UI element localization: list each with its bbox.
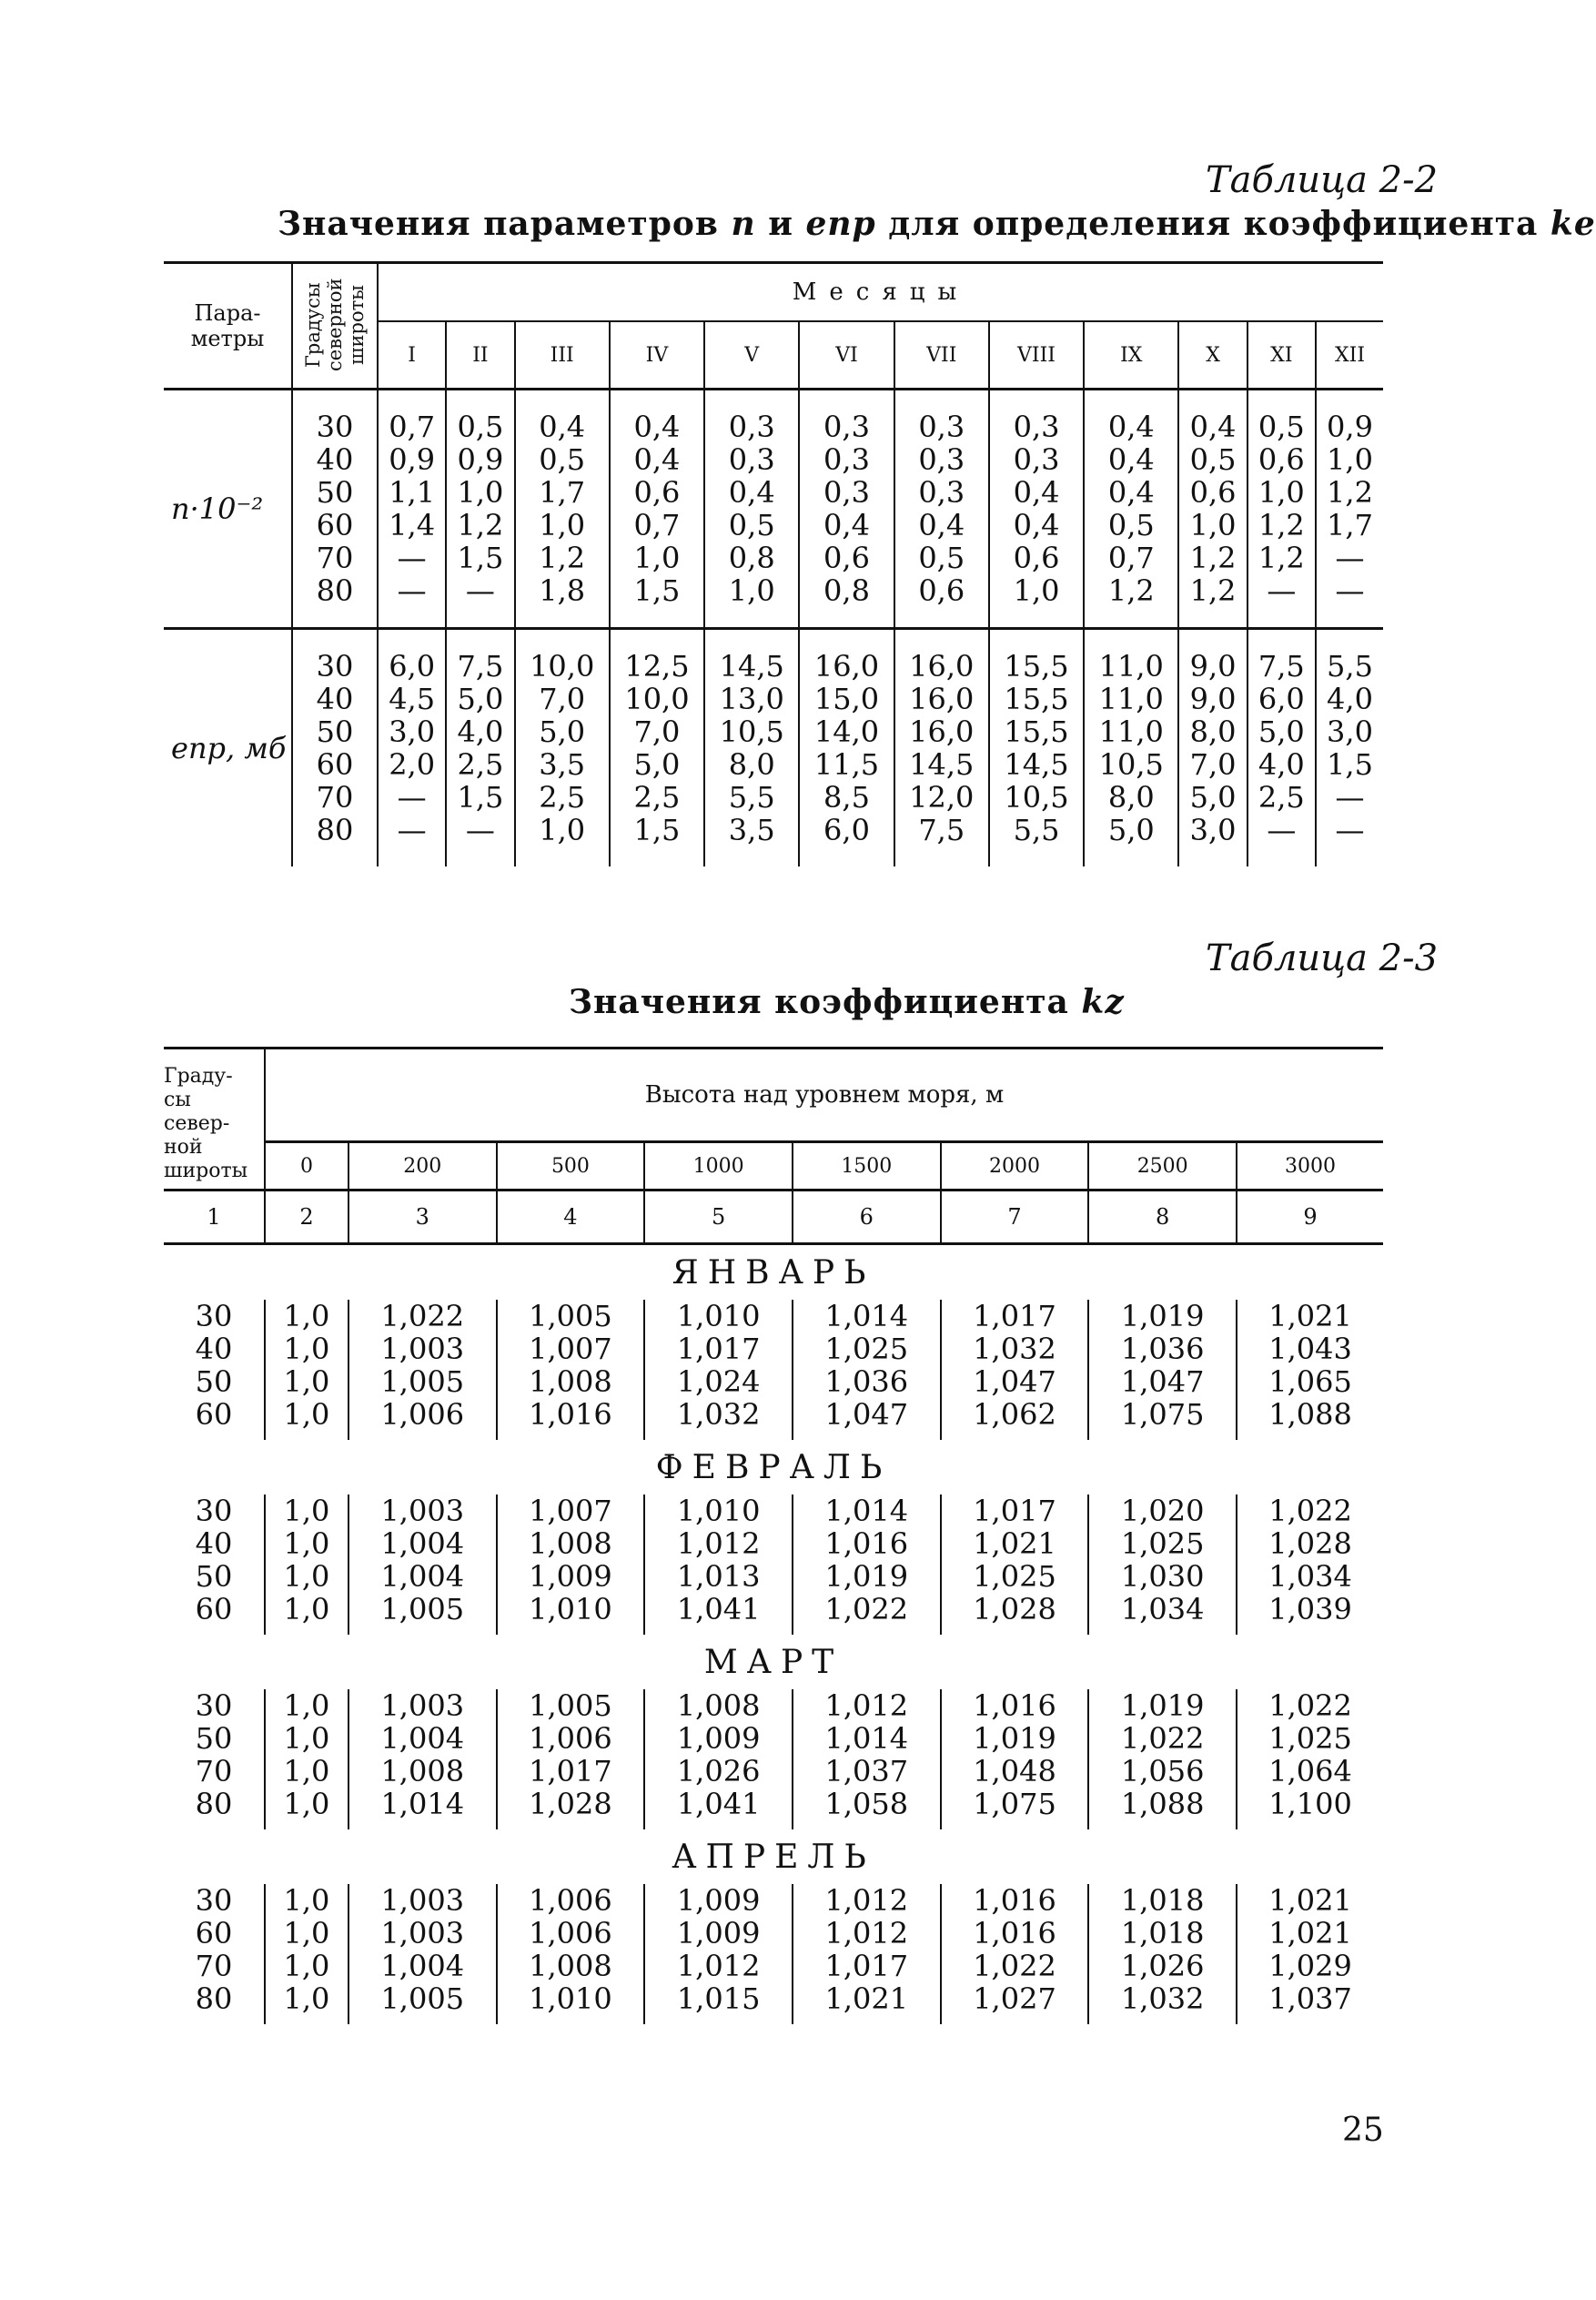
latitudes-n: 30 40 50 60 70 80 [292,390,378,628]
altitude-header: 2500 [1088,1142,1237,1191]
latitude-column: 30 40 50 60 [195,1494,233,1626]
column-number: 2 [265,1191,348,1244]
month-values-row [164,1494,1383,1635]
altitude-header: 2000 [941,1142,1089,1191]
latitude-column: 30 60 70 80 [195,1883,233,2016]
value-column: 7,5 5,0 4,0 2,5 1,5 — [446,629,514,867]
value-column: 0,4 0,4 0,4 0,5 0,7 1,2 [1084,390,1178,628]
value-column: 1,010 1,012 1,013 1,041 [644,1494,793,1635]
month-header: III [515,321,610,390]
title-k: ke [1550,205,1596,243]
altitude-header: 500 [497,1142,645,1191]
title-kz: kz [1081,983,1125,1021]
table-2-3 [164,1047,1383,2024]
month-section-title [164,1440,1383,1494]
value-column: 1,021 1,043 1,065 1,088 [1237,1300,1383,1440]
value-column: 1,019 1,022 1,056 1,088 [1088,1689,1237,1829]
column-number: 6 [793,1191,941,1244]
month-name: ЯНВАРЬ [672,1253,875,1292]
value-column: 1,022 1,028 1,034 1,039 [1237,1494,1383,1635]
block-e [164,629,1383,867]
month-header: VIII [989,321,1084,390]
value-column: 0,5 0,6 1,0 1,2 1,2 — [1248,390,1316,628]
value-column: 1,010 1,017 1,024 1,032 [644,1300,793,1440]
month-header: I [378,321,446,390]
value-column: 1,012 1,014 1,037 1,058 [793,1689,941,1829]
title-and: и [768,205,793,243]
month-header: V [704,321,799,390]
month-name: ФЕВРАЛЬ [655,1448,892,1486]
month-header: IV [610,321,704,390]
column-number: 4 [497,1191,645,1244]
header-months: Месяцы [378,263,1383,322]
param-e-label: eпр, мб [171,731,287,765]
value-column: 1,012 1,012 1,017 1,021 [793,1884,941,2024]
month-name: АПРЕЛЬ [672,1838,875,1876]
value-column: 1,005 1,007 1,008 1,016 [497,1300,645,1440]
month-header: II [446,321,514,390]
altitudes-row [164,1142,1383,1191]
value-column: 11,0 11,0 11,0 10,5 8,0 5,0 [1084,629,1178,867]
column-number: 8 [1088,1191,1237,1244]
value-column: 1,020 1,025 1,030 1,034 [1088,1494,1237,1635]
value-column: 1,016 1,019 1,048 1,075 [941,1689,1089,1829]
value-column: 10,0 7,0 5,0 3,5 2,5 1,0 [515,629,610,867]
latitude-column: 30 50 70 80 [195,1688,233,1821]
month-header: IX [1084,321,1178,390]
value-column: 1,003 1,004 1,008 1,014 [348,1689,497,1829]
latitudes-e: 30 40 50 60 70 80 [292,629,378,867]
month-header: X [1178,321,1247,390]
value-column: 1,016 1,016 1,022 1,027 [941,1884,1089,2024]
value-column: 1,003 1,004 1,004 1,005 [348,1494,497,1635]
value-column: 5,5 4,0 3,0 1,5 — — [1316,629,1383,867]
value-column: 12,5 10,0 7,0 5,0 2,5 1,5 [610,629,704,867]
value-column: 1,018 1,018 1,026 1,032 [1088,1884,1237,2024]
title-n: n [731,205,756,243]
column-number: 5 [644,1191,793,1244]
value-column: 1,0 1,0 1,0 1,0 [265,1494,348,1635]
value-column: 0,3 0,3 0,4 0,5 0,8 1,0 [704,390,799,628]
value-column: 0,4 0,4 0,6 0,7 1,0 1,5 [610,390,704,628]
value-column: 1,003 1,003 1,004 1,005 [348,1884,497,2024]
month-section-title [164,1244,1383,1301]
param-n-label: n·10⁻² [171,491,264,526]
column-number: 1 [164,1191,265,1244]
header-latitude: Градусы северной широты [292,263,378,390]
value-column: 1,0 1,0 1,0 1,0 [265,1300,348,1440]
column-number: 9 [1237,1191,1383,1244]
value-column: 9,0 9,0 8,0 7,0 5,0 3,0 [1178,629,1247,867]
month-name: МАРТ [703,1643,843,1681]
month-header: XII [1316,321,1383,390]
header-params: Пара- метры [164,263,292,390]
table-2-2 [164,261,1383,866]
block-n [164,390,1383,628]
month-values-row [164,1689,1383,1829]
value-column: 0,4 0,5 1,7 1,0 1,2 1,8 [515,390,610,628]
header-degrees: Граду- сы север- ной широты [164,1049,265,1191]
value-column: 1,009 1,009 1,012 1,015 [644,1884,793,2024]
month-section-title [164,1829,1383,1884]
table-2-2-title [278,205,1596,243]
month-values-row [164,1300,1383,1440]
value-column: 1,019 1,036 1,047 1,075 [1088,1300,1237,1440]
table-2-3-title [569,983,1125,1021]
value-column: 0,5 0,9 1,0 1,2 1,5 — [446,390,514,628]
month-header: VI [799,321,894,390]
month-section-title [164,1635,1383,1689]
value-column: 0,4 0,5 0,6 1,0 1,2 1,2 [1178,390,1247,628]
value-column: 1,022 1,003 1,005 1,006 [348,1300,497,1440]
value-column: 1,014 1,025 1,036 1,047 [793,1300,941,1440]
title-e: eпр [805,205,876,243]
page-number: 25 [1342,2112,1384,2149]
column-numbers-row [164,1191,1383,1244]
altitude-header: 3000 [1237,1142,1383,1191]
value-column: 0,9 1,0 1,2 1,7 — — [1316,390,1383,628]
value-column: 1,006 1,006 1,008 1,010 [497,1884,645,2024]
altitude-header: 1000 [644,1142,793,1191]
value-column: 1,005 1,006 1,017 1,028 [497,1689,645,1829]
value-column: 14,5 13,0 10,5 8,0 5,5 3,5 [704,629,799,867]
value-column: 1,014 1,016 1,019 1,022 [793,1494,941,1635]
title-rest: для определения коэффициента [888,205,1539,243]
value-column: 1,0 1,0 1,0 1,0 [265,1884,348,2024]
value-column: 1,021 1,021 1,029 1,037 [1237,1884,1383,2024]
value-column: 1,008 1,009 1,026 1,041 [644,1689,793,1829]
table-2-3-label: Таблица 2-3 [1206,937,1439,979]
value-column: 16,0 15,0 14,0 11,5 8,5 6,0 [799,629,894,867]
value-column: 16,0 16,0 16,0 14,5 12,0 7,5 [894,629,989,867]
value-column: 1,017 1,032 1,047 1,062 [941,1300,1089,1440]
title-2-3-text: Значения коэффициента [569,983,1069,1021]
table-2-2-label: Таблица 2-2 [1206,159,1439,201]
column-number: 7 [941,1191,1089,1244]
altitude-header: 0 [265,1142,348,1191]
value-column: 15,5 15,5 15,5 14,5 10,5 5,5 [989,629,1084,867]
value-column: 0,3 0,3 0,4 0,4 0,6 1,0 [989,390,1084,628]
column-number: 3 [348,1191,497,1244]
month-header: VII [894,321,989,390]
month-values-row [164,1884,1383,2024]
value-column: 0,3 0,3 0,3 0,4 0,6 0,8 [799,390,894,628]
value-column: 7,5 6,0 5,0 4,0 2,5 — [1248,629,1316,867]
value-column: 1,022 1,025 1,064 1,100 [1237,1689,1383,1829]
value-column: 1,017 1,021 1,025 1,028 [941,1494,1089,1635]
value-column: 0,3 0,3 0,3 0,4 0,5 0,6 [894,390,989,628]
value-column: 0,7 0,9 1,1 1,4 — — [378,390,446,628]
altitude-header: 1500 [793,1142,941,1191]
altitude-header: 200 [348,1142,497,1191]
month-header: XI [1248,321,1316,390]
latitude-column: 30 40 50 60 [195,1299,233,1432]
header-altitude: Высота над уровнем моря, м [265,1049,1383,1142]
title-prefix: Значения параметров [278,205,719,243]
value-column: 6,0 4,5 3,0 2,0 — — [378,629,446,867]
value-column: 1,007 1,008 1,009 1,010 [497,1494,645,1635]
value-column: 1,0 1,0 1,0 1,0 [265,1689,348,1829]
